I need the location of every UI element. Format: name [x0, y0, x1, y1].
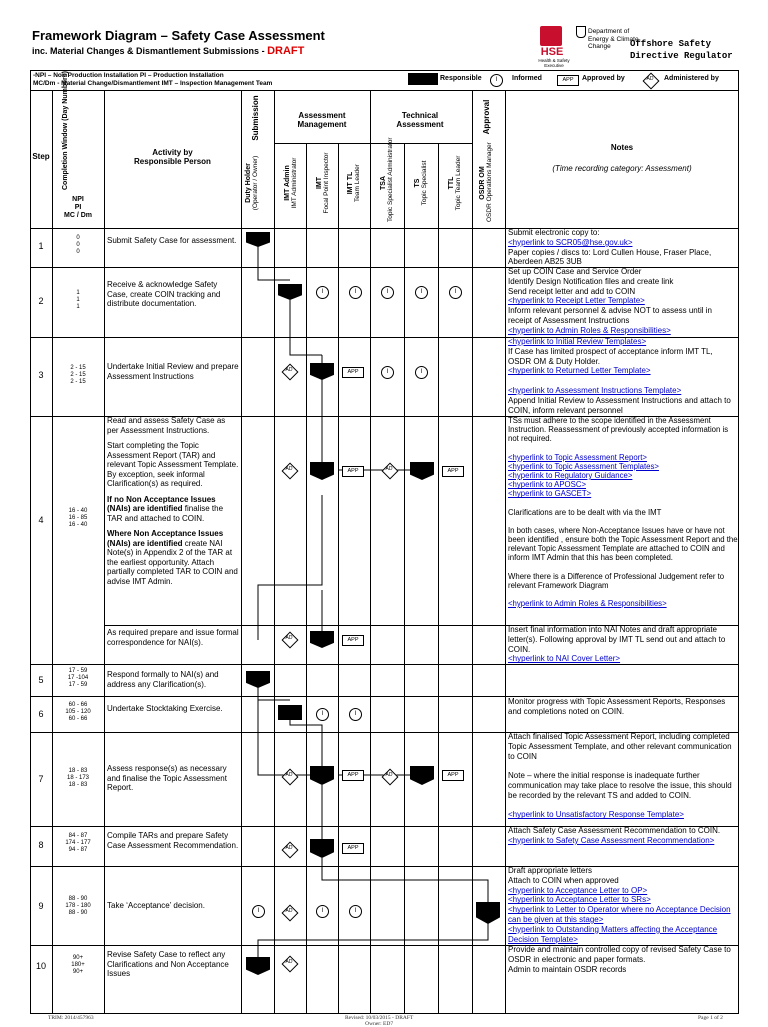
- col-header-step: Step: [32, 152, 50, 161]
- role-imt-admin-abbr: IMT Admin: [284, 165, 291, 201]
- footer-page: Page 1 of 2: [698, 1015, 723, 1021]
- role-imt-tl-desc: Team Leader: [354, 164, 361, 202]
- step-number: 7: [38, 774, 44, 784]
- role-ttl-desc: Topic Team Leader: [455, 155, 462, 211]
- activity-text: As required prepare and issue formal correspondence for NAI(s).: [107, 628, 239, 647]
- role-imt-abbr: IMT: [316, 176, 323, 190]
- informed-marker-icon: I: [381, 366, 394, 379]
- footer-trim: TRIM: 2014/457963: [48, 1015, 94, 1021]
- completion-window: 16 - 40 16 - 85 16 - 40: [68, 508, 88, 528]
- osdr-line1: Offshore Safety: [630, 39, 712, 49]
- role-tsa-abbr: TSA: [380, 176, 387, 190]
- completion-window: 17 - 59 17 -104 17 - 59: [67, 668, 89, 688]
- informed-marker-icon: I: [316, 905, 329, 918]
- hyperlink[interactable]: <hyperlink to Admin Roles & Responsibilities>: [508, 599, 667, 609]
- role-imt-tl-abbr: IMT TL: [347, 171, 354, 195]
- administered-marker-icon: AD: [282, 956, 296, 970]
- document-title: Framework Diagram – Safety Case Assessment: [32, 28, 325, 43]
- hyperlink[interactable]: <hyperlink to Receipt Letter Template>: [508, 296, 645, 306]
- hse-logo-text: HSE: [540, 46, 564, 58]
- administered-marker-icon: AD: [382, 769, 396, 783]
- informed-marker-icon: I: [349, 708, 362, 721]
- activity-text: Revise Safety Case to reflect any Clarifications and Non Acceptance Issues: [107, 950, 229, 978]
- informed-marker-icon: I: [449, 286, 462, 299]
- completion-window: 1 1 1: [76, 290, 80, 310]
- hyperlink[interactable]: <hyperlink to Returned Letter Template>: [508, 366, 651, 376]
- role-ts-desc: Topic Specialist: [421, 160, 428, 206]
- activity-header-line1: Activity by: [152, 148, 193, 157]
- role-tsa-desc: Topic Specialist Administrator: [387, 137, 394, 222]
- completion-window: 0 0 0: [76, 235, 80, 255]
- activity-text: Read and assess Safety Case as per Assessment Instructions. Start completing the Topic Assessment Report (TAR) and relevant Topic Assessment Template. By exception, seek informal Clarification(s) as required. If no Non Acceptance Issues (NAIs) are identified finalise the TAR and attached to COIN. Where Non Acceptance Issues (NAIs) are identified create NAI Note(s) in Appendix 2 of the TAR at the earliest opportunity. Attach partially completed TAR to COIN and advise IMT Admin.: [107, 416, 239, 586]
- notes-cell: Provide and maintain controlled copy of revised Safety Case to OSDR in electronic and paper formats. Admin to maintain OSDR records: [508, 945, 731, 974]
- step-number: 2: [38, 296, 44, 306]
- notes-cell: Monitor progress with Topic Assessment Reports, Responses and completions noted on COIN.: [508, 697, 726, 716]
- hyperlink[interactable]: <hyperlink to Topic Assessment Templates>: [508, 461, 659, 471]
- informed-marker-icon: I: [252, 905, 265, 918]
- step-number: 4: [38, 515, 44, 525]
- completion-window: 84 - 87 174 - 177 94 - 87: [65, 833, 91, 853]
- col-header-technical: Technical Assessment: [396, 111, 444, 129]
- notes-cell: Insert final information into NAI Notes and draft appropriate letter(s). Following approval by IMT TL send out and attach to COIN. <hyperlink to NAI Cover Letter>: [508, 625, 738, 664]
- role-osdr-om-abbr: OSDR OM: [479, 166, 486, 200]
- informed-marker-icon: I: [349, 905, 362, 918]
- hyperlink[interactable]: <hyperlink to Initial Review Templates>: [508, 337, 647, 346]
- activity-text: Receive & acknowledge Safety Case, create COIN tracking and distribute documentation.: [107, 280, 221, 308]
- approved-marker-icon: APP: [342, 770, 364, 781]
- step-number: 10: [35, 961, 46, 971]
- approved-marker-icon: APP: [342, 367, 364, 378]
- notes-cell: Attach Safety Case Assessment Recommendation to COIN. <hyperlink to Safety Case Assessment Recommendation>: [508, 826, 738, 846]
- notes-cell: Draft appropriate letters Attach to COIN when approved <hyperlink to Acceptance Letter to OP> <hyperlink to Acceptance Letter to SRs> <hyperlink to Letter to Operator where no Acceptance Decision can be given at this stage> <hyperlink to Outstanding Matters affecting the Acceptance Decision Template>: [508, 866, 738, 944]
- informed-marker-icon: I: [316, 708, 329, 721]
- hyperlink[interactable]: <hyperlink to Outstanding Matters affecting the Acceptance Decision Template>: [508, 924, 718, 944]
- informed-marker-icon: I: [349, 286, 362, 299]
- subtitle-text: inc. Material Changes & Dismantlement Submissions: [32, 46, 260, 56]
- legend-approved: Approved by: [582, 75, 625, 82]
- step-number: 9: [38, 901, 44, 911]
- role-ts-abbr: TS: [414, 178, 421, 188]
- step-number: 1: [38, 241, 44, 251]
- footer-revised-date: Revised: 10/03/2015 - DRAFT: [345, 1015, 414, 1021]
- hyperlink[interactable]: <hyperlink to GASCET>: [508, 489, 592, 499]
- hyperlink[interactable]: <hyperlink to APOSC>: [508, 480, 587, 490]
- step-number: 6: [38, 709, 44, 719]
- informed-marker-icon: I: [415, 366, 428, 379]
- informed-marker-icon: I: [415, 286, 428, 299]
- approved-marker-icon: APP: [342, 466, 364, 477]
- informed-marker-icon: I: [381, 286, 394, 299]
- draft-label: DRAFT: [267, 45, 305, 57]
- administered-symbol-text: AD: [646, 76, 654, 82]
- hse-tagline: Health & Safety Executive: [538, 58, 570, 68]
- completion-window: 60 - 66 105 - 120 60 - 66: [65, 702, 91, 722]
- role-osdr-om-desc: OSDR Operations Manager: [486, 142, 493, 222]
- activity-text: Undertake Stocktaking Exercise.: [107, 704, 223, 713]
- role-imt-admin-desc: IMT Administrator: [291, 157, 298, 209]
- footer-revised: [345, 1015, 413, 1027]
- activity-text: Assess response(s) as necessary and finalise the Topic Assessment Report.: [107, 764, 227, 792]
- col-header-assessment-mgmt: Assessment Management: [297, 111, 347, 129]
- informed-marker-icon: I: [316, 286, 329, 299]
- abbr-line2: MC/Dm - Material Change/Dismantlement IMT – Inspection Management Team: [33, 80, 273, 87]
- role-ttl-abbr: TTL: [448, 176, 455, 190]
- administered-marker-icon: AD: [282, 769, 296, 783]
- step-number: 5: [38, 675, 44, 685]
- col-header-submission: Submission: [251, 95, 260, 141]
- completion-window: 90+ 180+ 90+: [71, 955, 85, 975]
- notes-cell: Submit electronic copy to: <hyperlink to SCR05@hse.gov.uk> Paper copies / discs to: Lord Cullen House, Fraser Place, Aberdeen AB25 3UB: [508, 228, 738, 267]
- abbr-line1: -NPI – Non Production Installation PI – Production Installation: [33, 72, 224, 79]
- administered-marker-icon: AD: [382, 463, 396, 477]
- hyperlink[interactable]: <hyperlink to Regulatory Guidance>: [508, 471, 633, 481]
- hyperlink[interactable]: <hyperlink to Admin Roles & Responsibilities>: [508, 325, 671, 335]
- notes-cell: Attach finalised Topic Assessment Report, including completed Topic Assessment Template, and other relevant communication to COIN Note – where the initial response is inadequate further communication may take place to resolve the issue, this should be recorded by the relevant TS and added to COIN. <hyperlink to Unsatisfactory Response Template>: [508, 732, 738, 820]
- administered-marker-icon: AD: [282, 364, 296, 378]
- legend-administered: Administered by: [664, 75, 719, 82]
- notes-cell: Set up COIN Case and Service Order Identify Design Notification files and create link Send receipt letter and add to COIN <hyperlink to Receipt Letter Template> Inform relevant personnel & advise NOT to assess until in receipt of Assessment Instructions <hyperlink to Admin Roles & Responsibilities>: [508, 267, 738, 336]
- activity-text: Undertake Initial Review and prepare Assessment Instructions: [107, 362, 239, 381]
- step-number: 8: [38, 840, 44, 850]
- hyperlink[interactable]: <hyperlink to Safety Case Assessment Recommendation>: [508, 835, 715, 845]
- step-number: 3: [38, 370, 44, 380]
- hyperlink[interactable]: <hyperlink to Assessment Instructions Template>: [508, 385, 682, 395]
- administered-marker-icon: AD: [282, 905, 296, 919]
- completion-window: 2 - 15 2 - 15 2 - 15: [70, 365, 86, 385]
- administered-marker-icon: AD: [282, 632, 296, 646]
- completion-window: 88 - 90 178 - 180 88 - 90: [65, 896, 91, 916]
- window-pi-label: PI: [74, 204, 82, 211]
- role-duty-holder-abbr: Duty Holder: [245, 163, 252, 203]
- activity-header-line2: Responsible Person: [134, 157, 211, 166]
- hyperlink[interactable]: <hyperlink to Letter to Operator where no Acceptance Decision can be given at this stage>: [508, 905, 731, 924]
- footer-owner: Owner: ED7: [365, 1021, 394, 1027]
- role-duty-holder-desc: (Operator / Owner): [252, 155, 259, 211]
- approved-marker-icon: APP: [342, 843, 364, 854]
- col-header-window: Completion Window (Day Numbers): [62, 71, 69, 190]
- activity-text: Take ‘Acceptance’ decision.: [107, 901, 205, 910]
- informed-symbol-icon: I: [490, 74, 503, 87]
- hyperlink[interactable]: <hyperlink to NAI Cover Letter>: [508, 654, 621, 664]
- subtitle-sep: -: [259, 46, 268, 56]
- window-mc-label: MC / Dm: [64, 212, 92, 219]
- approved-marker-icon: APP: [442, 466, 464, 477]
- approved-marker-icon: APP: [342, 635, 364, 646]
- activity-text: Submit Safety Case for assessment.: [107, 236, 237, 245]
- completion-window: 18 - 83 18 - 173 18 - 83: [66, 768, 90, 788]
- activity-text: Respond formally to NAI(s) and address any Clarification(s).: [107, 670, 219, 689]
- notes-cell: <hyperlink to Initial Review Templates> If Case has limited prospect of acceptance inform IMT TL, OSDR OM & Duty Holder. <hyperlink to Returned Letter Template> <hyperlink to Assessment Instructions Template> Append Initial Review to Assessment Instructions and attach to COIN, inform relevant personnel: [508, 337, 738, 415]
- activity-text: Compile TARs and prepare Safety Case Assessment Recommendation.: [107, 831, 239, 850]
- decc-logo-text: Department of Energy & Climate Change: [588, 28, 639, 50]
- hyperlink[interactable]: <hyperlink to Acceptance Letter to SRs>: [508, 895, 651, 905]
- col-header-notes: Notes: [610, 143, 634, 152]
- col-header-approval: Approval: [482, 99, 491, 135]
- osdr-line2: Directive Regulator: [630, 51, 733, 61]
- approved-symbol-icon: APP: [557, 75, 579, 86]
- hyperlink[interactable]: <hyperlink to Acceptance Letter to OP>: [508, 885, 648, 895]
- hyperlink[interactable]: <hyperlink to Unsatisfactory Response Template>: [508, 810, 684, 820]
- window-npi-label: NPI: [72, 196, 84, 203]
- role-imt-desc: Focal Point Inspector: [323, 152, 330, 214]
- notes-subheader: (Time recording category: Assessment): [552, 164, 692, 173]
- administered-marker-icon: AD: [282, 463, 296, 477]
- hyperlink[interactable]: <hyperlink to SCR05@hse.gov.uk>: [508, 237, 633, 247]
- legend-informed: Informed: [512, 75, 542, 82]
- responsible-marker-icon: [278, 705, 302, 720]
- approved-marker-icon: APP: [442, 770, 464, 781]
- administered-marker-icon: AD: [282, 842, 296, 856]
- hyperlink[interactable]: <hyperlink to Topic Assessment Report>: [508, 452, 647, 462]
- notes-cell: TSs must adhere to the scope identified in the Assessment Instruction. Reassessment of previously accepted information is not required. <hyperlink to Topic Assessment Report> <hyperlink to Topic Assessment Templates> <hyperlink to Regulatory Guidance> <hyperlink to APOSC> <hyperlink to GASCET> Clarifications are to be dealt with via the IMT In both cases, where Non-Acceptance Issues have or have not been identified , ensure both the Topic Assessment Report and the relevant Topic Assessment Template are attached to COIN and inform IMT Admin that this has been completed. Where there is a Difference of Professional Judgement refer to relevant Framework Diagram <hyperlink to Admin Roles & Responsibilities>: [508, 416, 738, 609]
- legend-responsible: Responsible: [440, 75, 482, 82]
